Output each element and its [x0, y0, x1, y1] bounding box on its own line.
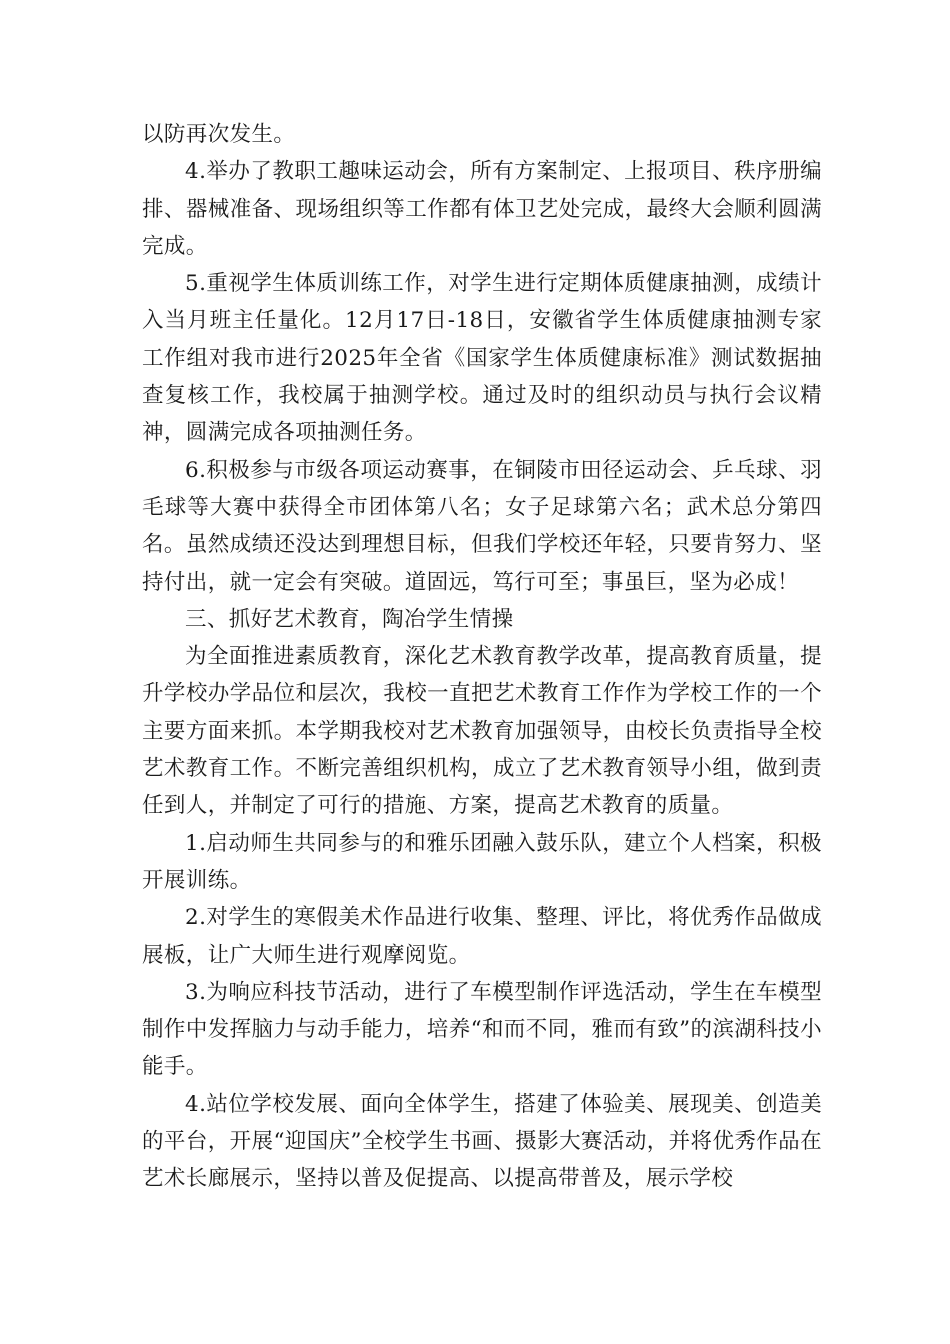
paragraph: 6.积极参与市级各项运动赛事，在铜陵市田径运动会、乒乓球、羽毛球等大赛中获得全市团体第八名；女子足球第六名；武术总分第四名。虽然成绩还没达到理想目标，但我们学校还年轻，只要肯努力、坚持付出，就一定会有突破。道固远，笃行可至；事虽巨，坚为必成！ — [142, 457, 822, 595]
document-body — [142, 116, 822, 1198]
section-heading: 三、抓好艺术教育，陶冶学生情操 — [185, 606, 514, 632]
paragraph: 以防再次发生。 — [142, 122, 296, 147]
paragraph: 4.站位学校发展、面向全体学生，搭建了体验美、展现美、创造美的平台，开展“迎国庆”全校学生书画、摄影大赛活动，并将优秀作品在艺术长廊展示，坚持以普及促提高、以提高带普及，展示学校 — [142, 1091, 822, 1192]
paragraph: 2.对学生的寒假美术作品进行收集、整理、评比，将优秀作品做成展板，让广大师生进行观摩阅览。 — [142, 905, 822, 968]
paragraph: 4.举办了教职工趣味运动会，所有方案制定、上报项目、秩序册编排、器械准备、现场组织等工作都有体卫艺处完成，最终大会顺利圆满完成。 — [142, 159, 822, 259]
paragraph: 3.为响应科技节活动，进行了车模型制作评选活动，学生在车模型制作中发挥脑力与动手能力，培养“和而不同，雅而有致”的滨湖科技小能手。 — [142, 979, 822, 1080]
paragraph: 为全面推进素质教育，深化艺术教育教学改革，提高教育质量，提升学校办学品位和层次，我校一直把艺术教育工作作为学校工作的一个主要方面来抓。本学期我校对艺术教育加强领导，由校长负责指导全校艺术教育工作。不断完善组织机构，成立了艺术教育领导小组，做到责任到人，并制定了可行的措施、方案，提高艺术教育的质量。 — [142, 644, 822, 819]
paragraph: 1.启动师生共同参与的和雅乐团融入鼓乐队，建立个人档案，积极开展训练。 — [142, 830, 822, 893]
paragraph: 5.重视学生体质训练工作，对学生进行定期体质健康抽测，成绩计入当月班主任量化。12月17日-18日，安徽省学生体质健康抽测专家工作组对我市进行2025年全省《国家学生体质健康标准》测试数据抽查复核工作，我校属于抽测学校。通过及时的组织动员与执行会议精神，圆满完成各项抽测任务。 — [142, 271, 822, 446]
